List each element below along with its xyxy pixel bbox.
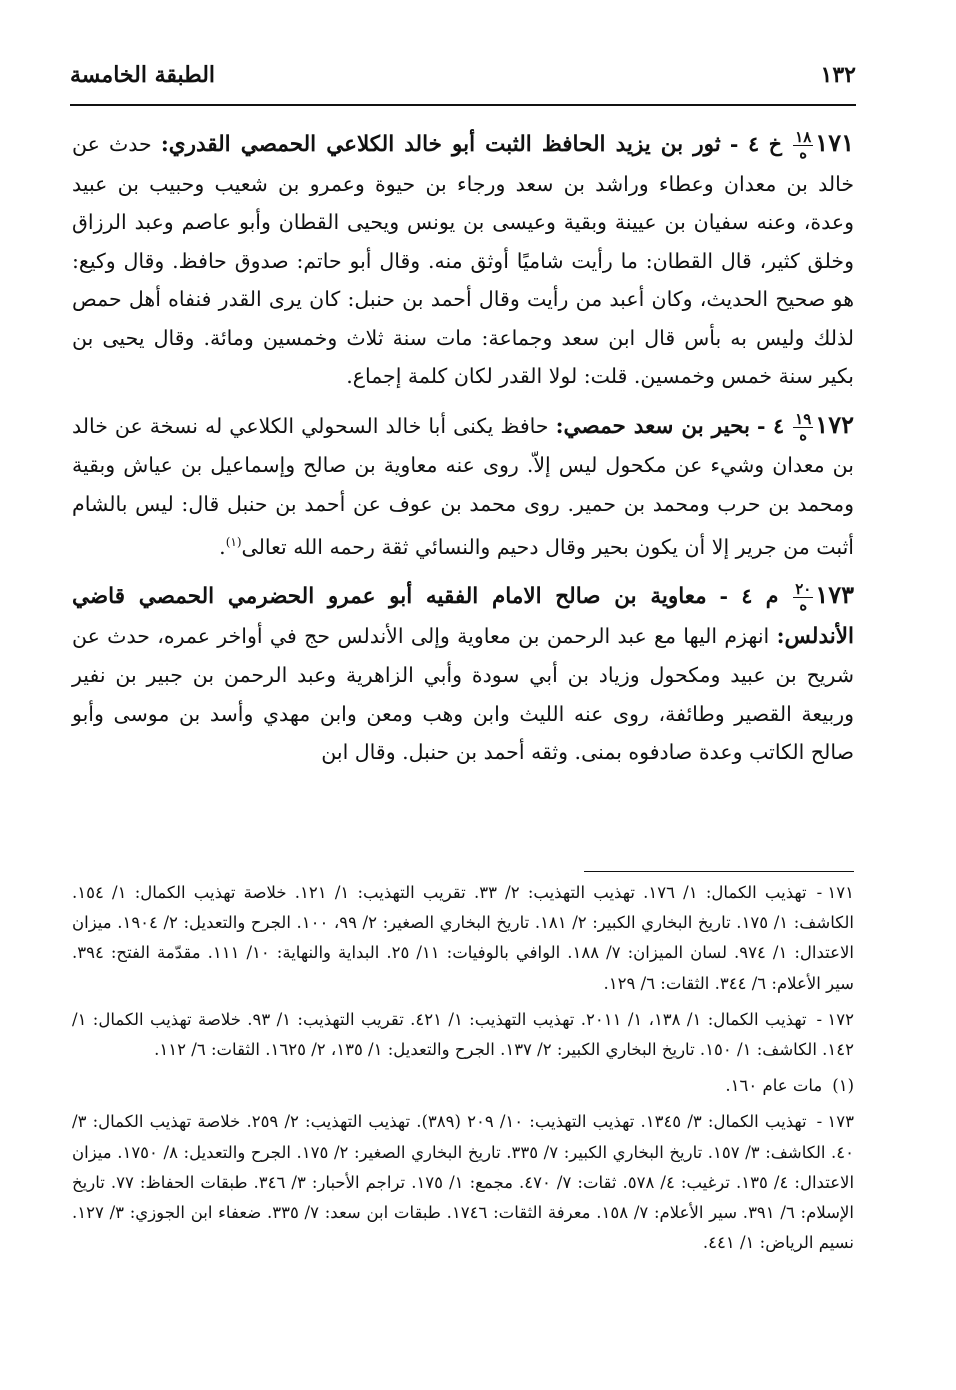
footnote-text: تهذيب الكمال: ١/ ١٧٦. تهذيب التهذيب: ٢/ ٣٣. تقريب التهذيب: ١/ ١٢١. خلاصة تهذيب الكمال: ١/ ١٥٤. الكاشف: ١/ ١٧٥. تاريخ البخاري الكبير: ٢/ ١٨١. تاريخ البخاري الصغير: ٢/ ٩٩، ١٠٠. الجرح والتعديل: ٢/ ١٩٠٤. ميزان الاعتدال: ١/ ٩٧٤. لسان الميزان: ٧/ ١٨٨. الوافي بالوفيات: ١١/ ٢٥. البداية والنهاية: ١٠/ ١١١. مقدّمة الفتح: ٣٩٤. سير الأعلام: ٦/ ٣٤٤. الثقات: ٦/ ١٢٩. [72,883,854,993]
entry-code: خ ٤ - [729,132,783,156]
footnote-marker: ١٧٢ - [816,1009,854,1029]
entry-number: ١٧١ [815,128,854,157]
entry-173 [72,576,854,772]
footnote-marker: ١٧٣ - [816,1112,854,1132]
entry-number: ١٧٢ [815,409,854,439]
entry-name: بحير بن سعد حمصي: [555,413,750,439]
entry-text: انهزم اليها مع عبد الرحمن بن معاوية وإلى الأندلس حج في أواخر عمره، حدث عن شريح بن عبيد ومكحول وزياد بن أبي سودة وأبي الزاهرية وعبد الرحمن بن جبير بن نفير وربيعة القصير وطائفة، روى عنه الليث وابن وهب ومعن وابن مهدي وأسد بن موسى وأبو صالح الكاتب وعدة صادفوه بمنى. وثقه أحمد بن حنبل. وقال ابن [72,623,854,765]
footnote-text: تهذيب الكمال: ٣/ ١٣٤٥. تهذيب التهذيب: ١٠/ ٢٠٩ (٣٨٩). تهذيب التهذيب: ٢/ ٢٥٩. خلاصة تهذيب الكمال: ٣/ ٤٠. الكاشف: ٣/ ١٥٧. تاريخ البخاري الكبير: ٧/ ٣٣٥. تاريخ البخاري الصغير: ٢/ ١٧٥. الجرح والتعديل: ٨/ ١٧٥٠. ميزان الاعتدال: ٤/ ١٣٥. ترغيب: ٤/ ٥٧٨. ثقات: ٧/ ٤٧٠. مجمع: ١/ ١٧٥. تراجم الأحبار: ٣/ ٣٤٦. طبقات الحفاظ: ٧٧. تاريخ الإسلام: ٦/ ٣٩١. سير الأعلام: ٧/ ١٥٨. معرفة الثقات: ١٧٤٦. طبقات ابن سعد: ٧/ ٣٣٥. ضعفاء ابن الجوزي: ٣/ ١٢٧. نسيم الرياض: ١/ ٤٤١. [72,1112,855,1253]
entry-code: ٤ - [757,413,785,438]
entry-name: معاوية بن صالح الامام الفقيه أبو عمرو الحضرمي الحمصي قاضي الأندلس: [72,584,854,649]
footnote-173 [72,1107,854,1258]
entry-171 [72,124,854,396]
entry-name: ثور بن يزيد الحافظ الثبت أبو خالد الكلاعي الحمصي القدري: [160,132,721,157]
footnote-marker: ١٧١ - [816,883,854,902]
footnote-note-1 [72,1071,854,1101]
running-title: الطبقة الخامسة [70,62,216,88]
entry-tail: . [219,534,226,559]
footnote-171 [72,878,854,999]
footnote-text: مات عام ١٦٠. [725,1076,823,1096]
page-header [70,52,856,98]
header-rule [70,104,856,106]
entry-fraction: $\frac{١٩}{\text{ه}}$ [795,409,812,444]
footnote-172 [72,1005,854,1065]
entry-text: حافظ يكنى أبا خالد السحولي الكلاعي له نسخة عن خالد بن معدان وشيء عن مكحول ليس إلاّ. روى عنه معاوية بن صالح وإسماعيل بن عياش وبقية ومحمد بن حرب ومحمد بن حمير. روى محمد بن عوف عن أحمد بن حنبل قال: ليس بالشام أثبت من جرير إلا أن يكون بحير وقال دحيم والنسائي ثقة رحمه الله تعالى [72,413,854,559]
footnotes [72,878,854,1264]
page-number: ١٣٢ [820,62,856,88]
main-text [72,124,854,782]
entry-172 [72,406,854,567]
entry-code: م ٤ - [719,584,779,609]
footnote-marker: (١) [832,1076,854,1096]
footnote-ref: (١) [225,535,242,549]
entry-fraction: $\frac{١٨}{\text{ه}}$ [795,128,812,162]
entry-fraction: $\frac{٢٠}{\text{ه}}$ [795,580,812,615]
footnote-text: تهذيب الكمال: ١/ ١٣٨، ١/ ٢٠١١. تهذيب التهذيب: ١/ ٤٢١. تقريب التهذيب: ١/ ٩٣. خلاصة تهذيب الكمال: ١/ ١٤٢. الكاشف: ١/ ١٥٠. تاريخ البخاري الكبير: ٢/ ١٣٧. الجرح والتعديل: ١/ ١٣٥، ٢/ ١٦٢٥. الثقات: ٦/ ١١٢. [72,1009,854,1060]
entry-number: ١٧٣ [815,580,854,610]
entry-text: حدث عن خالد بن معدان وعطاء وراشد بن سعد ورجاء بن حيوة وعمرو بن شعيب وحبيب بن عبيد وعدة، وعنه سفيان بن عيينة وبقية وعيسى بن يونس ويحيى القطان وأبو عاصم وعبد الرزاق وخلق كثير، قال القطان: ما رأيت شاميًا أوثق منه. وقال أبو حاتم: صدوق حافظ. وقال وكيع: هو صحيح الحديث، وكان أعبد من رأيت وقال أحمد بن حنبل: كان يرى القدر فنفاه أهل حمص لذلك وليس به بأس قال ابن سعد وجماعة: مات سنة ثلاث وخمسين ومائة. وقال يحيى بن بكير سنة خمس وخمسين. قلت: لولا القدر لكان كلمة إجماع. [72,132,854,388]
footnote-rule [584,871,854,872]
